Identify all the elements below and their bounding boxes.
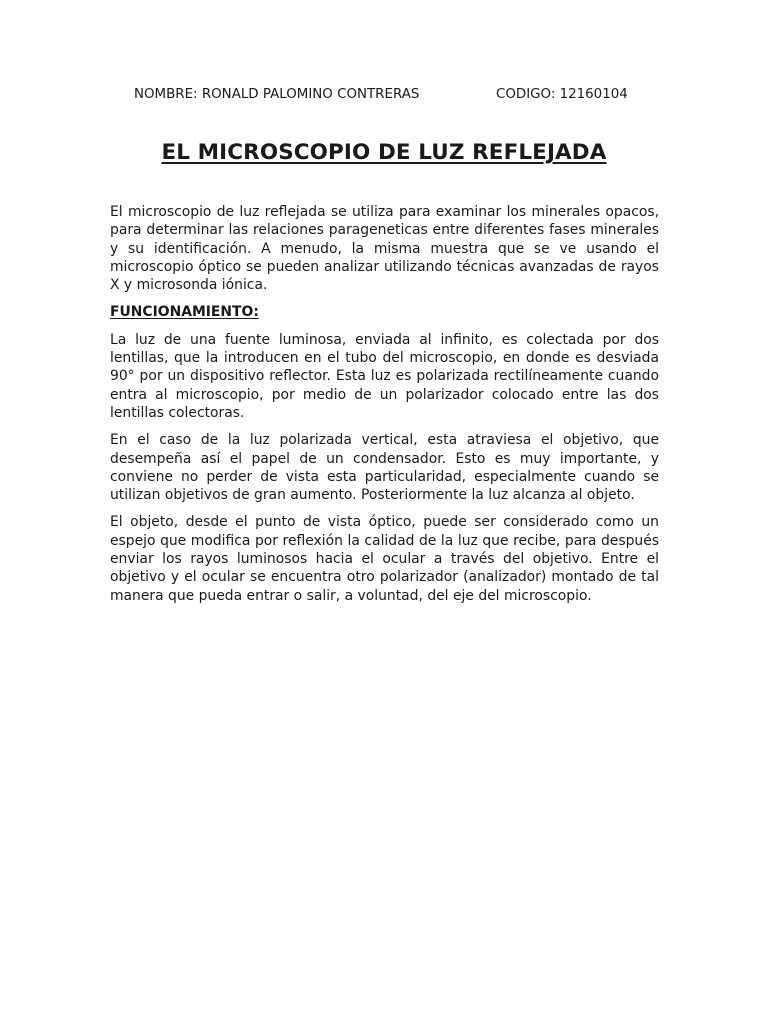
section-heading: FUNCIONAMIENTO: <box>110 304 259 321</box>
document-header <box>0 86 768 104</box>
student-name: NOMBRE: RONALD PALOMINO CONTRERAS <box>134 87 420 102</box>
body-paragraph-1: La luz de una fuente luminosa, enviada al infinito, es colectada por dos lentillas, que la introducen en el tubo del microscopio, en donde es desviada 90° por un dispositivo reflector. Esta luz es polarizada rectilíneamente cuando entra al microscopio, por medio de un polarizador colocado entre las dos lentillas colectoras. <box>110 331 659 421</box>
body-paragraph-2: En el caso de la luz polarizada vertical, esta atraviesa el objetivo, que desempeña así el papel de un condensador. Esto es muy importante, y conviene no perder de vista esta particularidad, especialmente cuando se utilizan objetivos de gran aumento. Posteriormente la luz alcanza al objeto. <box>110 432 659 504</box>
document-title: EL MICROSCOPIO DE LUZ REFLEJADA <box>161 140 607 165</box>
document-body <box>110 203 659 614</box>
intro-paragraph: El microscopio de luz reflejada se utiliza para examinar los minerales opacos, para determinar las relaciones parageneticas entre diferentes fases minerales y su identificación. A menudo, la misma muestra que se ve usando el microscopio óptico se pueden analizar utilizando técnicas avanzadas de rayos X y microsonda iónica. <box>110 204 659 294</box>
body-paragraph-3: El objeto, desde el punto de vista óptico, puede ser considerado como un espejo que modifica por reflexión la calidad de la luz que recibe, para después enviar los rayos luminosos hacia el ocular a través del objetivo. Entre el objetivo y el ocular se encuentra otro polarizador (analizador) montado de tal manera que pueda entrar o salir, a voluntad, del eje del microscopio. <box>110 514 659 604</box>
student-code: CODIGO: 12160104 <box>496 87 628 102</box>
